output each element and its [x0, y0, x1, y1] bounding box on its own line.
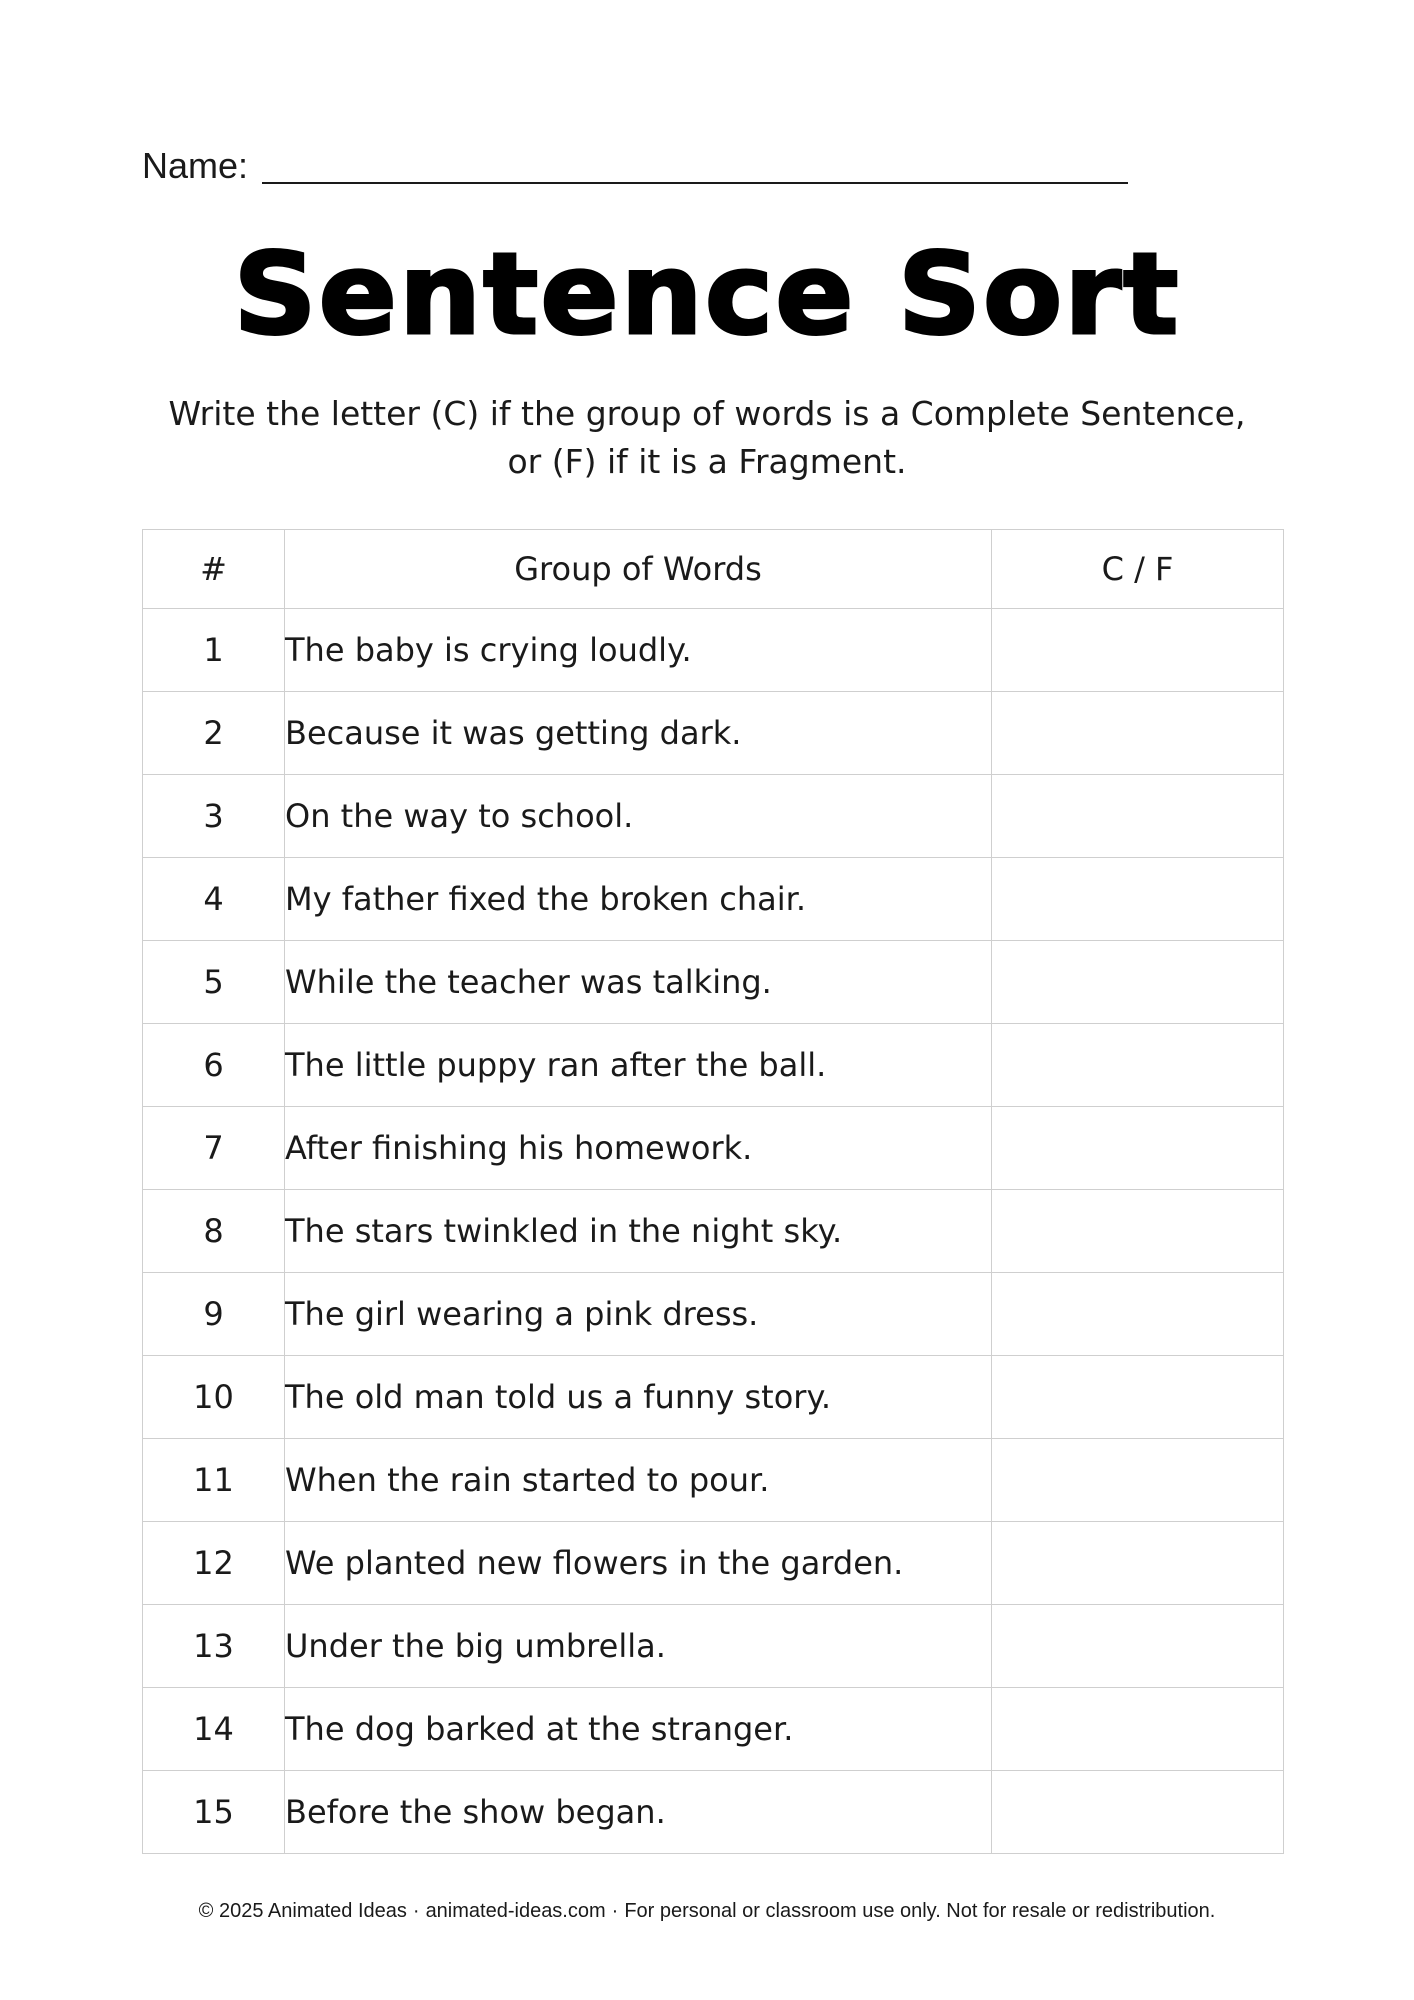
row-answer-cell[interactable] — [992, 1688, 1284, 1771]
name-label: Name: — [142, 145, 249, 186]
name-write-line[interactable] — [262, 182, 1128, 184]
row-words: The little puppy ran after the ball. — [285, 1024, 992, 1107]
row-words: The girl wearing a pink dress. — [285, 1273, 992, 1356]
row-answer-cell[interactable] — [992, 1522, 1284, 1605]
row-answer-cell[interactable] — [992, 1356, 1284, 1439]
row-answer-cell[interactable] — [992, 775, 1284, 858]
column-header-cf: C / F — [992, 530, 1284, 609]
row-number: 13 — [143, 1605, 285, 1688]
row-number: 6 — [143, 1024, 285, 1107]
row-words: My father fixed the broken chair. — [285, 858, 992, 941]
row-words: The stars twinkled in the night sky. — [285, 1190, 992, 1273]
instructions: Write the letter (C) if the group of words is a Complete Sentence, or (F) if it is a Fragment. — [168, 394, 1246, 481]
row-answer-cell[interactable] — [992, 941, 1284, 1024]
footer-website[interactable]: animated-ideas.com — [425, 1900, 606, 1922]
row-answer-cell[interactable] — [992, 1273, 1284, 1356]
table-row — [143, 858, 1284, 941]
name-row — [142, 140, 1132, 190]
row-words: The baby is crying loudly. — [285, 609, 992, 692]
row-answer-cell[interactable] — [992, 692, 1284, 775]
table-body — [143, 609, 1284, 1854]
row-answer-cell[interactable] — [992, 1107, 1284, 1190]
row-words: While the teacher was talking. — [285, 941, 992, 1024]
row-number: 1 — [143, 609, 285, 692]
row-number: 14 — [143, 1688, 285, 1771]
row-words: When the rain started to pour. — [285, 1439, 992, 1522]
row-number: 7 — [143, 1107, 285, 1190]
row-answer-cell[interactable] — [992, 1605, 1284, 1688]
row-number: 9 — [143, 1273, 285, 1356]
row-number: 2 — [143, 692, 285, 775]
row-answer-cell[interactable] — [992, 609, 1284, 692]
row-number: 15 — [143, 1771, 285, 1854]
footer-copyright: © 2025 Animated Ideas — [198, 1900, 407, 1922]
row-answer-cell[interactable] — [992, 1024, 1284, 1107]
row-words: The old man told us a funny story. — [285, 1356, 992, 1439]
row-words: Under the big umbrella. — [285, 1605, 992, 1688]
table-header-row — [143, 530, 1284, 609]
row-words: On the way to school. — [285, 775, 992, 858]
table-row — [143, 941, 1284, 1024]
footer-separator: · — [611, 1900, 619, 1922]
table-row — [143, 1024, 1284, 1107]
row-words: We planted new flowers in the garden. — [285, 1522, 992, 1605]
column-header-number: # — [143, 530, 285, 609]
footer-separator: · — [412, 1900, 420, 1922]
row-answer-cell[interactable] — [992, 1190, 1284, 1273]
table-row — [143, 1771, 1284, 1854]
row-answer-cell[interactable] — [992, 1439, 1284, 1522]
sentence-table — [142, 529, 1284, 1854]
table-row — [143, 1439, 1284, 1522]
row-number: 12 — [143, 1522, 285, 1605]
row-number: 10 — [143, 1356, 285, 1439]
row-words: Before the show began. — [285, 1771, 992, 1854]
table-row — [143, 1522, 1284, 1605]
table-row — [143, 1356, 1284, 1439]
row-words: Because it was getting dark. — [285, 692, 992, 775]
row-number: 3 — [143, 775, 285, 858]
table-row — [143, 1190, 1284, 1273]
footer — [0, 1900, 1414, 1923]
row-number: 8 — [143, 1190, 285, 1273]
table-row — [143, 775, 1284, 858]
table-row — [143, 1107, 1284, 1190]
row-answer-cell[interactable] — [992, 858, 1284, 941]
footer-notice: For personal or classroom use only. Not for resale or redistribution. — [624, 1900, 1216, 1922]
column-header-words: Group of Words — [285, 530, 992, 609]
table-row — [143, 692, 1284, 775]
page-title: Sentence Sort — [233, 230, 1181, 360]
row-answer-cell[interactable] — [992, 1771, 1284, 1854]
table-row — [143, 1605, 1284, 1688]
table-row — [143, 1688, 1284, 1771]
table-row — [143, 609, 1284, 692]
table-row — [143, 1273, 1284, 1356]
row-number: 5 — [143, 941, 285, 1024]
row-number: 4 — [143, 858, 285, 941]
row-words: After finishing his homework. — [285, 1107, 992, 1190]
row-number: 11 — [143, 1439, 285, 1522]
row-words: The dog barked at the stranger. — [285, 1688, 992, 1771]
